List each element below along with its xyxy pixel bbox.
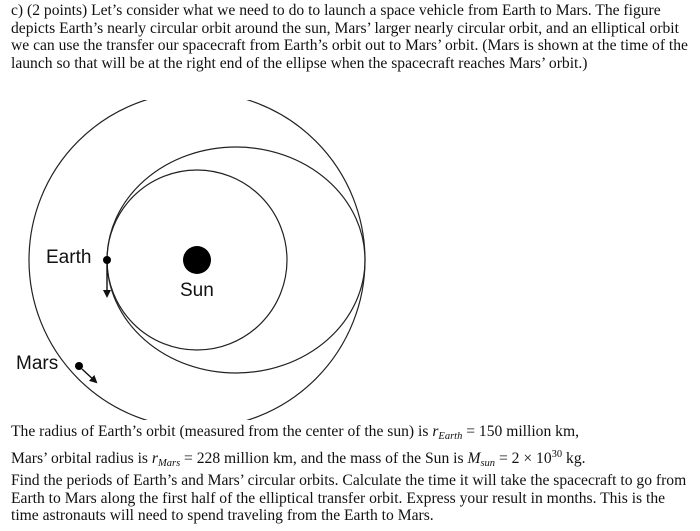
- r-earth-subscript: Earth: [438, 431, 463, 442]
- r-mars-value: = 228 million km, and the mass of the Sun is: [180, 449, 468, 467]
- mars: [75, 362, 83, 370]
- earth: [103, 256, 111, 264]
- mars-label: Mars: [16, 353, 59, 374]
- mars-velocity-arrow: [82, 369, 96, 382]
- m-sun-exponent: 30: [551, 448, 563, 460]
- problem-question: [11, 423, 691, 525]
- question-text-2: Mars’ orbital radius is: [11, 449, 152, 467]
- question-text-1: The radius of Earth’s orbit (measured from the center of the sun) is: [11, 423, 433, 440]
- transfer-orbit: [107, 147, 365, 373]
- earth-label: Earth: [46, 247, 92, 268]
- sun-label: Sun: [180, 280, 214, 301]
- sun: [183, 246, 211, 274]
- problem-intro: [11, 2, 691, 72]
- m-sun-unit: kg.: [562, 449, 586, 467]
- r-mars-symbol: r: [151, 449, 158, 467]
- r-earth-symbol: r: [432, 423, 439, 440]
- question-text-3: Find the periods of Earth’s and Mars’ circular orbits. Calculate the time it will take the spacecraft to go from Earth to Mars along the first half of the elliptical transfer orbit. Express your result in months. This is the time astronauts will need to spend traveling from the Earth to Mars.: [11, 472, 687, 525]
- m-sun-value: = 2 × 10: [495, 449, 552, 467]
- orbit-diagram: [0, 100, 700, 420]
- m-sun-subscript: sun: [480, 457, 496, 469]
- m-sun-symbol: M: [467, 449, 481, 467]
- intro-text: c) (2 points) Let’s consider what we need to do to launch a space vehicle from Earth to Mars. The figure depicts Earth’s nearly circular orbit around the sun, Mars’ larger nearly circular orbit, and an elliptical orbit we can use the transfer our spacecraft from Earth’s orbit out to Mars’ orbit. (Mars is shown at the time of the launch so that will be at the right end of the ellipse when the spacecraft reaches Mars’ orbit.): [11, 2, 688, 72]
- r-mars-subscript: Mars: [157, 457, 181, 469]
- r-earth-value: = 150 million km,: [462, 423, 579, 440]
